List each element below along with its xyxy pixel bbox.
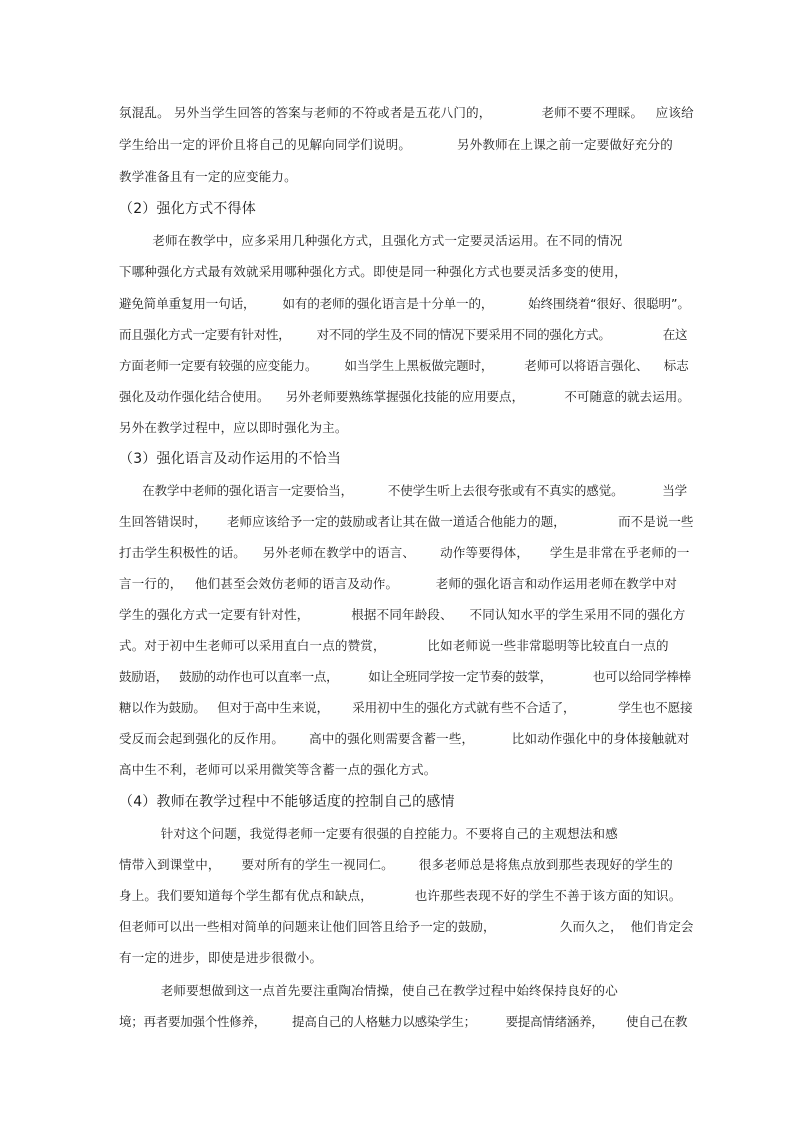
paragraph-line: 境；再者要加强个性修养， 提高自己的人格魅力以感染学生； 要提高情绪涵养， 使自己在教	[119, 1014, 688, 1029]
paragraph-line: 方面老师一定要有较强的应变能力。 如当学生上黑板做完题时， 老师可以将语言强化、 标志	[119, 358, 689, 373]
paragraph-line: 另外在教学过程中，应以即时强化为主。	[119, 420, 348, 435]
paragraph-line: 受反而会起到强化的反作用。 高中的强化则需要含蓄一些， 比如动作强化中的身体接触就对	[119, 731, 690, 746]
paragraph-line: 式。对于初中生老师可以采用直白一点的赞赏， 比如老师说一些非常聪明等比较直白一点的	[119, 638, 669, 653]
paragraph-line: 糖以作为鼓励。 但对于高中生来说， 采用初中生的强化方式就有些不合适了， 学生也不愿接	[119, 700, 693, 715]
paragraph-line: 老师要想做到这一点首先要注重陶冶情操，使自己在教学过程中始终保持良好的心	[119, 983, 618, 998]
paragraph-line: 学生给出一定的评价且将自己的见解向同学们说明。 另外教师在上课之前一定要做好充分的	[119, 137, 673, 152]
paragraph-line: 有一定的进步，即使是进步很微小。	[119, 950, 323, 965]
paragraph-line: 在教学中老师的强化语言一定要恰当， 不使学生听上去很夸张或有不真实的感觉。 当学	[119, 483, 688, 498]
paragraph-line: 鼓励语， 鼓励的动作也可以直率一点， 如让全班同学按一定节奏的鼓掌， 也可以给同学棒棒	[119, 669, 691, 684]
paragraph-line: 下哪种强化方式最有效就采用哪种强化方式。即使是同一种强化方式也要灵活多变的使用，	[119, 264, 628, 279]
paragraph-line: 针对这个问题，我觉得老师一定要有很强的自控能力。不要将自己的主观想法和感	[119, 826, 618, 841]
paragraph-line: 但老师可以出一些相对简单的问题来让他们回答且给予一定的鼓励， 久而久之， 他们肯定会	[119, 919, 694, 934]
paragraph-line: 强化及动作强化结合使用。 另外老师要熟练掌握强化技能的应用要点， 不可随意的就去运用。	[119, 389, 690, 404]
paragraph-line: 高中生不利，老师可以采用微笑等含蓄一点的强化方式。	[119, 762, 437, 777]
section-heading: （4）教师在教学过程中不能够适度的控制自己的感情	[119, 794, 455, 810]
paragraph-line: 言一行的， 他们甚至会效仿老师的语言及动作。 老师的强化语言和动作运用老师在教学中对	[119, 576, 678, 591]
paragraph-line: 教学准备且有一定的应变能力。	[119, 169, 297, 184]
paragraph-line: 老师在教学中，应多采用几种强化方式，且强化方式一定要灵活运用。在不同的情况	[119, 233, 623, 248]
paragraph-line: 打击学生积极性的话。 另外老师在教学中的语言、 动作等要得体， 学生是非常在乎老师的一	[119, 545, 690, 560]
paragraph-line: 氛混乱。 另外当学生回答的答案与老师的不符或者是五花八门的， 老师不要不理睬。 应该给	[119, 105, 694, 120]
paragraph-line: 身上。我们要知道每个学生都有优点和缺点， 也许那些表现不好的学生不善于该方面的知识。	[119, 888, 682, 903]
section-heading: （3）强化语言及动作运用的不恰当	[119, 451, 342, 467]
paragraph-line: 学生的强化方式一定要有针对性， 根据不同年龄段、 不同认知水平的学生采用不同的强化方	[119, 607, 686, 622]
paragraph-line: 避免简单重复用一句话， 如有的老师的强化语言是十分单一的， 始终围绕着“很好、很聪明”。	[119, 296, 690, 311]
paragraph-line: 生回答错误时， 老师应该给予一定的鼓励或者让其在做一道适合他能力的题， 而不是说一些	[119, 514, 694, 529]
paragraph-line: 而且强化方式一定要有针对性， 对不同的学生及不同的情况下要采用不同的强化方式。 在这	[119, 327, 688, 342]
paragraph-line: 情带入到课堂中， 要对所有的学生一视同仁。 很多老师总是将焦点放到那些表现好的学生的	[119, 857, 673, 872]
section-heading: （2）强化方式不得体	[119, 201, 256, 217]
